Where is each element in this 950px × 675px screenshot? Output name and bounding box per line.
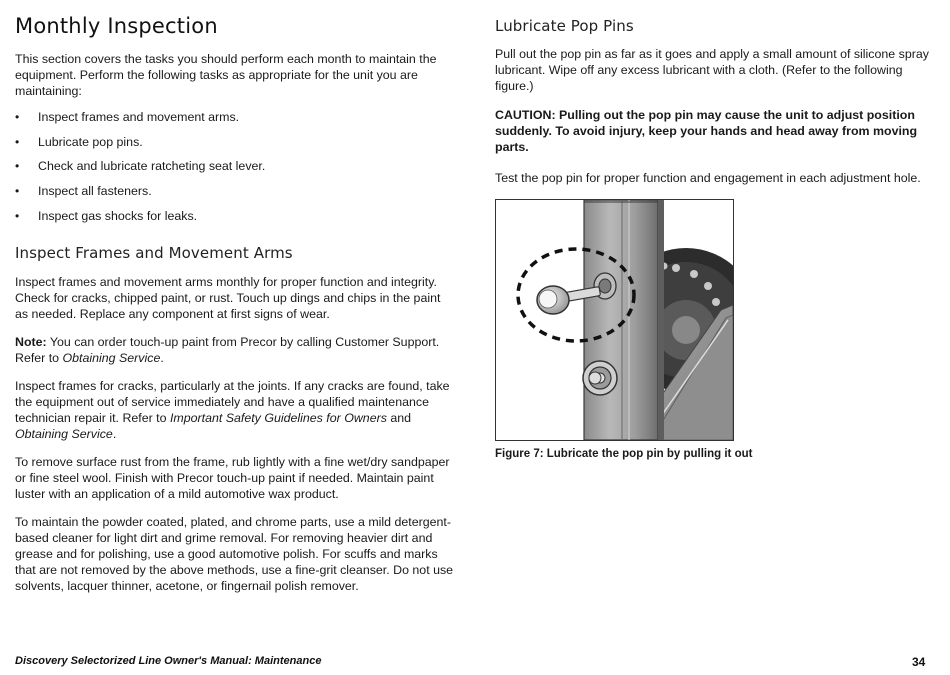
bullet-icon: • [15, 184, 20, 199]
reference-link: Obtaining Service [15, 427, 113, 441]
pop-pin-paragraph: Pull out the pop pin as far as it goes and apply a small amount of silicone spray lubricant. Wipe off any excess lubricant with a cloth. (Refer to the following figure.) [495, 47, 929, 93]
page-number: 34 [912, 655, 926, 669]
list-item: • Lubricate pop pins. [15, 134, 143, 149]
caution-paragraph: CAUTION: Pulling out the pop pin may cause the unit to adjust position suddenly. To avoid injury, keep your hands and head away from moving parts. [495, 108, 918, 154]
list-item: • Inspect all fasteners. [15, 184, 152, 199]
figure-caption: Figure 7: Lubricate the pop pin by pulling it out [495, 448, 753, 460]
bullet-icon: • [15, 110, 20, 124]
bullet-icon: • [15, 208, 20, 223]
rust-paragraph: To remove surface rust from the frame, rub lightly with a fine wet/dry sandpaper or fine steel wool. Finish with Precor touch-up paint if needed. Maintain paint luster with an application of a mild automotive wax product. [15, 455, 450, 501]
reference-link: Obtaining Service [62, 351, 161, 365]
list-item: • Inspect frames and movement arms. [15, 110, 240, 124]
bullet-icon: • [15, 134, 20, 149]
note-label: Note: [15, 335, 47, 349]
footer-manual-title: Discovery Selectorized Line Owner's Manual: Maintenance [15, 655, 322, 667]
test-paragraph: Test the pop pin for proper function and engagement in each adjustment hole. [495, 171, 921, 185]
frames-paragraph: Inspect frames and movement arms monthly for proper function and integrity. Check for cracks, chipped paint, or rust. Touch up dings and chips in the paint as needed. Replace any component at first signs of wear. [15, 275, 441, 321]
pop-pin-figure [495, 199, 734, 441]
cleaning-paragraph: To maintain the powder coated, plated, and chrome parts, use a mild detergent-based cleaner for light dirt and grime removal. For removing heavier dirt and grease and for polishing, use a good automotive polish. For scuffs and marks that are not removed by the above methods, use a fine-grit cleanser. Do not use solvents, lacquer thinner, acetone, or fingernail polish remover. [15, 515, 454, 593]
list-item: • Inspect gas shocks for leaks. [15, 208, 198, 223]
page-title: Monthly Inspection [15, 14, 218, 38]
reference-link: Important Safety Guidelines for Owners [169, 411, 387, 425]
bolt [583, 361, 617, 395]
pop-pin-illustration [496, 200, 733, 440]
bullet-icon: • [15, 159, 20, 174]
frame-post [584, 200, 664, 440]
list-item: • Check and lubricate ratcheting seat lever. [15, 159, 266, 174]
cracks-paragraph: Inspect frames for cracks, particularly at the joints. If any cracks are found, take the equipment out of service immediately and have a qualified maintenance technician repair it. Refer to Important Safety Guidelines for Owners and Obtaining Service. [15, 379, 450, 441]
section-heading-pop-pins: Lubricate Pop Pins [495, 17, 634, 35]
section-heading-frames: Inspect Frames and Movement Arms [15, 244, 293, 262]
intro-paragraph: This section covers the tasks you should perform each month to maintain the equipment. Perform the following tasks as appropriate for the unit you are maintaining: [15, 52, 437, 98]
task-list [15, 109, 265, 232]
note-paragraph: Note: You can order touch-up paint from Precor by calling Customer Support. Refer to Obtaining Service. [15, 335, 440, 365]
